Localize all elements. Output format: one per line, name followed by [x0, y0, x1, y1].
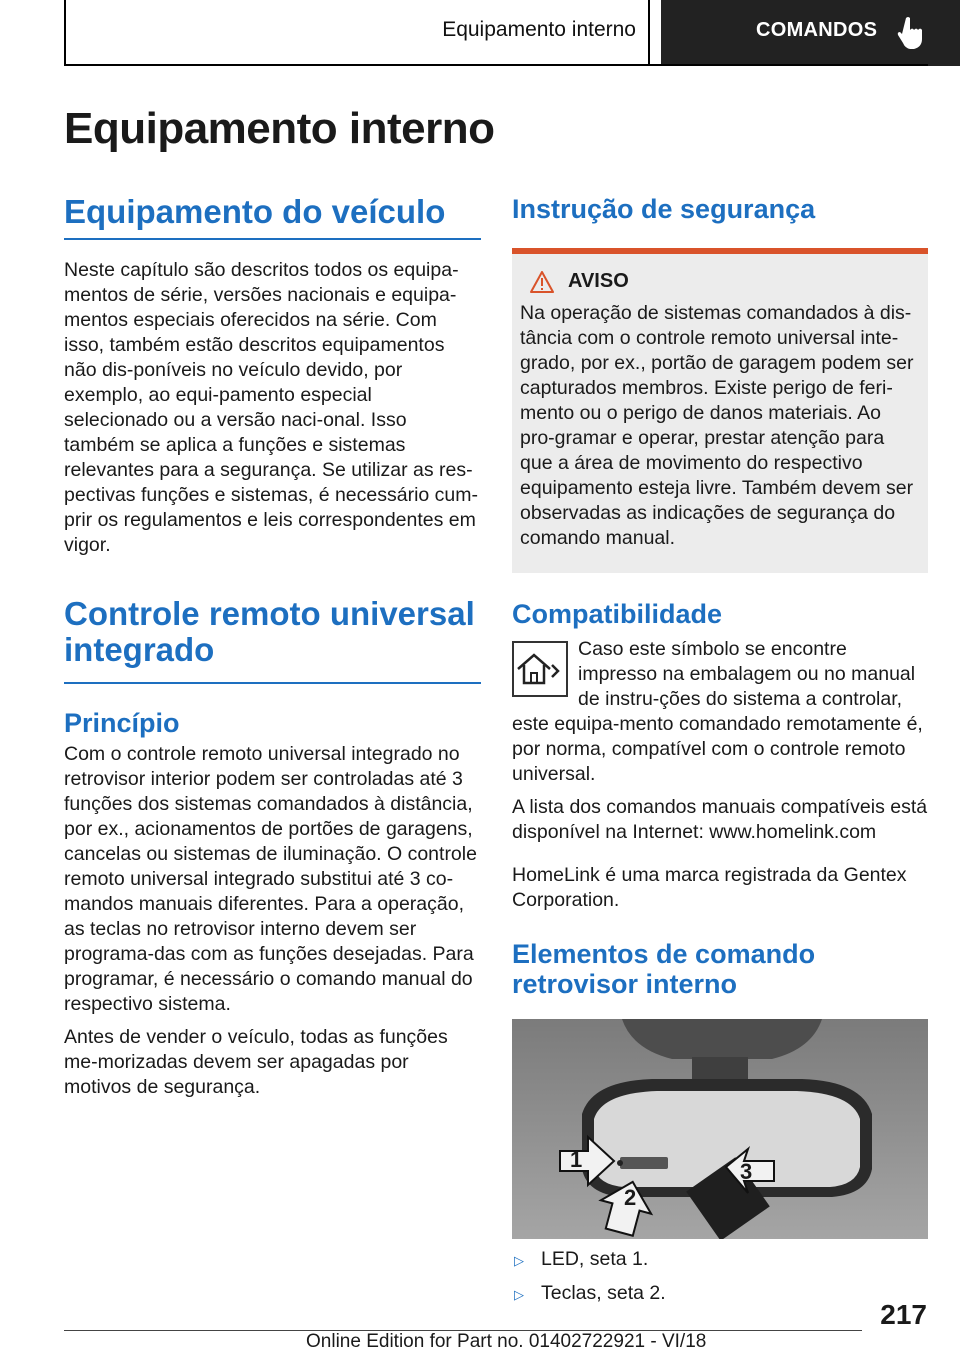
footer-edition: [306, 1331, 706, 1353]
list-item: [512, 1247, 928, 1273]
mirror-photo: [512, 1019, 928, 1239]
warning-title: AVISO: [568, 270, 629, 292]
header-section-tab: [64, 0, 650, 66]
paragraph-compat-1: Caso este símbolo se encontre impresso na embalagem ou no manual de instru-ções do sistema a controlar, este equipa-mento comandado remotamente é, por norma, compatível com o controle remoto universal.: [512, 638, 923, 785]
footer-edition-text: Online Edition for Part no. 01402722921 - VI/18: [306, 1331, 707, 1352]
header-rule: [64, 64, 928, 66]
paragraph-compat-2: A lista dos comandos manuais compatíveis está disponível na Internet: www.homelink.com: [512, 796, 928, 843]
heading-rule: [64, 238, 481, 240]
heading-controle-remoto: Controle remoto universal integrado: [64, 595, 475, 668]
heading-elementos-comando: Elementos de comando retrovisor interno: [512, 939, 816, 999]
heading-principio: Princípio: [64, 708, 180, 738]
header-chapter-title: COMANDOS: [756, 19, 878, 41]
paragraph-compat-3: HomeLink é uma marca registrada da Gentex Corporation.: [512, 864, 907, 911]
left-column: [64, 190, 481, 1100]
list-item-text: Teclas, seta 2.: [541, 1282, 666, 1304]
photo-label-3: 3: [740, 1159, 753, 1184]
homelink-house-icon: [512, 641, 568, 697]
heading-compatibilidade: Compatibilidade: [512, 599, 723, 629]
warning-text: Na operação de sistemas comandados à dis-tância com o controle remoto universal inte-grado, por ex., portão de garagem podem ser capturados membros. Existe perigo de feri-mento ou o perigo de danos materiais. Ao pro-gramar e operar, prestar atenção para que a área de movimento do respectivo equipamento esteja livre. Também devem ser observadas as indicações de segurança do comando manual.: [520, 302, 914, 549]
paragraph-principio-2: Antes de vender o veículo, todas as funções me-morizadas devem ser apagadas por motivos de segurança.: [64, 1026, 448, 1098]
warning-box: [512, 248, 928, 573]
heading-equipamento-veiculo: Equipamento do veículo: [64, 193, 446, 230]
header-section-title: Equipamento interno: [442, 18, 636, 41]
paragraph-principio-1: Com o controle remoto universal integrado no retrovisor interior podem ser controladas até 3 funções dos sistemas comandados à distância, por ex., acionamentos de portões de garagens, cancelas ou sistemas de iluminação. O controle remoto universal integrado substitui até 3 co-mandos manuais diferentes. Para a operação, as teclas no retrovisor interno devem ser programa-das com as funções desejadas. Para programar, é necessário o comando manual do respectivo sistema.: [64, 743, 477, 1015]
photo-label-2: 2: [624, 1185, 637, 1210]
right-column: [512, 190, 928, 1307]
photo-label-1: 1: [570, 1147, 583, 1172]
hand-pointer-icon: [897, 16, 923, 50]
page-title: Equipamento interno: [64, 104, 495, 153]
compat-block: [512, 637, 928, 787]
header-chapter-tab: [661, 0, 960, 66]
paragraph-equipamento: Neste capítulo são descritos todos os equipa-mentos de série, versões nacionais e equipa-mentos especiais oferecidos na série. Com isso, também estão descritos equipamentos não dis-poníveis no veículo devido, por exemplo, ao equi-pamento especial selecionado ou a versão naci-onal. Isso também se aplica a funções e sistemas relevantes para a segurança. Se utilizar as res-pectivas funções e sistemas, é necessário cum-prir os regulamentos e leis correspondentes em vigor.: [64, 259, 479, 556]
warning-triangle-icon: [530, 271, 554, 293]
warning-header: [520, 270, 920, 293]
heading-instrucao-seguranca: Instrução de segurança: [512, 194, 816, 224]
bullet-list: [512, 1247, 928, 1307]
page-number: 217: [880, 1299, 927, 1330]
list-item: [512, 1281, 928, 1307]
triangle-bullet-icon: ▷: [514, 1253, 524, 1268]
list-item-text: LED, seta 1.: [541, 1248, 649, 1270]
heading-rule: [64, 682, 481, 684]
triangle-bullet-icon: ▷: [514, 1287, 524, 1302]
